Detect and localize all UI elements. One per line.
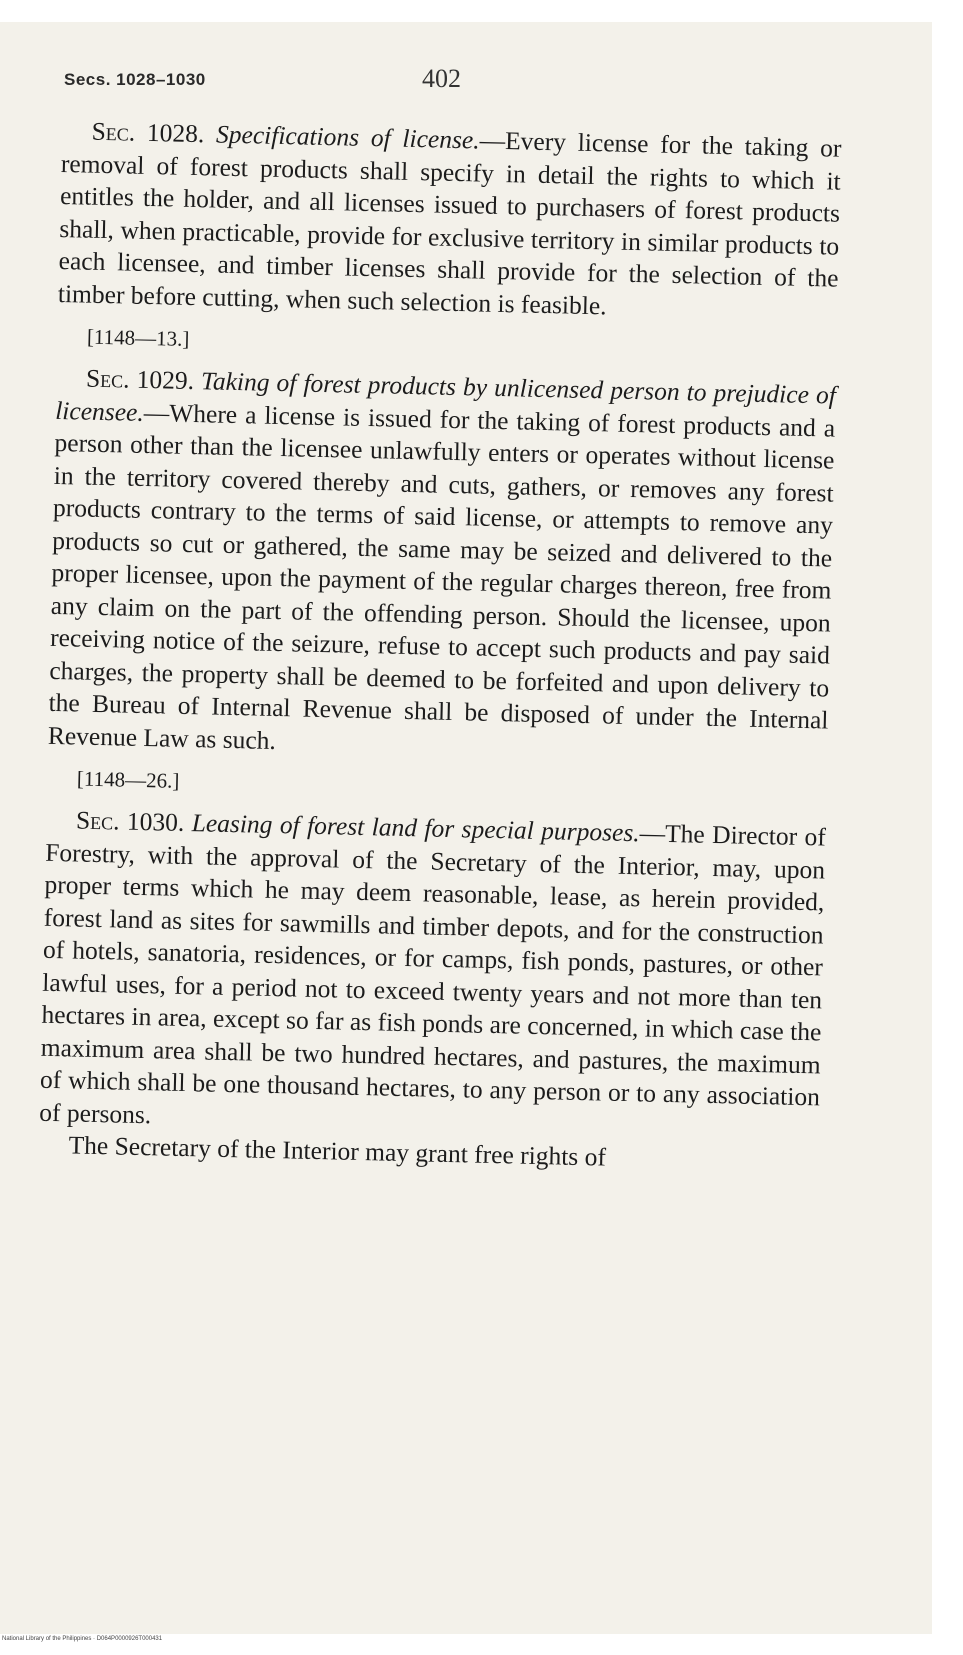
section-text: —The Director of Forestry, with the approval of the Secretary of the Interior, may, upon proper terms which he may deem reasonable, lease, as herein provided, forest land as sites for sawmills and timber depots, and for the construction of hotels, sanatoria, residences, or for camps, fish ponds, pastures, or other lawful uses, for a period not to exceed twenty years and not more than ten hectares in area, except so far as fish ponds are concerned, in which case the maximum area shall be two hundred hectares, and pastures, the maximum of which shall be one thousand hectares, to any person or to any association of persons. bbox=[39, 818, 827, 1129]
section-label: Sec. 1029. bbox=[85, 363, 195, 396]
section-reference: [1148—26.] bbox=[76, 766, 180, 793]
section-1029 bbox=[48, 362, 837, 770]
section-continuation: The Secretary of the Interior may grant free rights of bbox=[68, 1130, 607, 1172]
running-head-sections: Secs. 1028–1030 bbox=[64, 70, 206, 89]
section-text: —Every license for the taking or removal of forest products shall specify in detail the rights to which it entitles the holder, and all licenses issued to purchasers of forest products shall, when practicable, provide for exclusive territory in similar products to each licensee, and timber licenses shall provide for the selection of the timber before cutting, when such selection is feasible. bbox=[57, 125, 842, 320]
section-label: Sec. 1028. bbox=[91, 116, 205, 149]
section-text: —Where a license is issued for the taking of forest products and a person other than the licensee unlawfully enters or operates without license in the territory covered thereby and cuts, gathers, or removes any forest products contrary to the terms of said license, or attempts to remove any products so cut or gathered, the same may be seized and delivered to the proper licensee, upon the payment of the regular charges thereon, free from any claim on the part of the offending person. Should the licensee, upon receiving notice of the seizure, refuse to accept such products and pay said charges, the property shall be deemed to be forfeited and upon delivery to the Bureau of Internal Revenue shall be disposed of under the Internal Revenue Law as such. bbox=[47, 397, 836, 755]
section-title: Taking of forest products by unlicensed person to prejudice of licensee. bbox=[54, 366, 837, 427]
section-label: Sec. 1030. bbox=[75, 805, 185, 837]
page-number: 402 bbox=[422, 64, 461, 93]
scan-footer: National Library of the Philippines · D064P0000926T000431 bbox=[2, 1636, 163, 1642]
section-1028 bbox=[58, 115, 842, 328]
section-1030 bbox=[39, 804, 826, 1147]
page-header bbox=[64, 64, 484, 94]
page-body bbox=[38, 115, 842, 1179]
section-title: Leasing of forest land for special purposes. bbox=[191, 808, 641, 848]
section-reference: [1148—13.] bbox=[86, 324, 190, 351]
section-title: Specifications of license. bbox=[215, 119, 480, 155]
